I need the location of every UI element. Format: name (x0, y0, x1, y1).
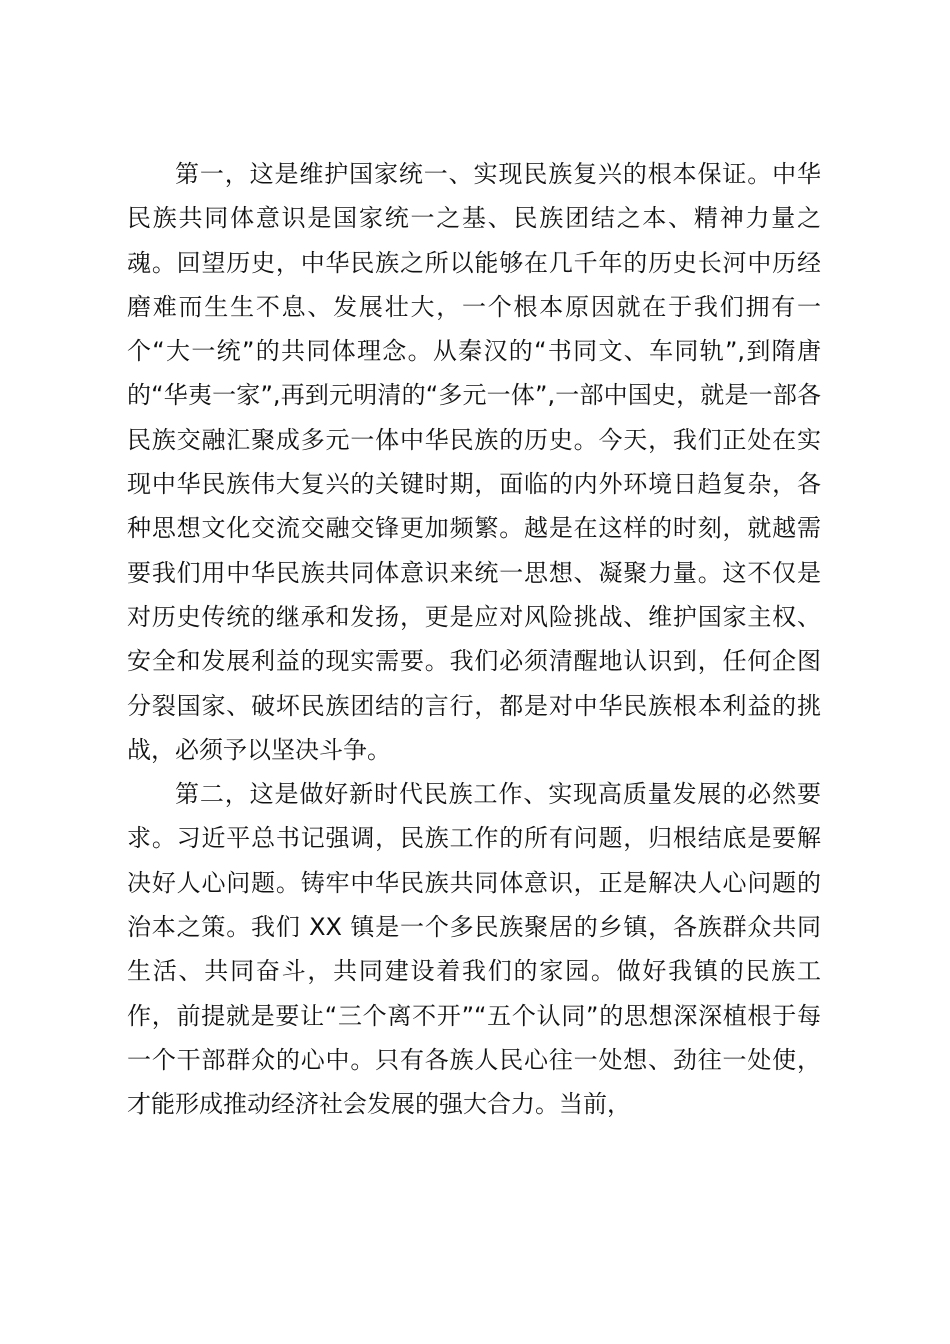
paragraph-second-point: 第二，这是做好新时代民族工作、实现高质量发展的必然要求。习近平总书记强调，民族工作的所有问题，归根结底是要解决好人心问题。铸牢中华民族共同体意识，正是解决人心问题的治本之策。我们 XX 镇是一个多民族聚居的乡镇，各族群众共同生活、共同奋斗，共同建设着我们的家园。做好我镇的民族工作，前提就是要让“三个离不开”“五个认同”的思想深深植根于每一个干部群众的心中。只有各族人民心往一处想、劲往一处使，才能形成推动经济社会发展的强大合力。当前， (127, 780, 821, 1119)
document-body (127, 152, 821, 1127)
paragraph-first-point: 第一，这是维护国家统一、实现民族复兴的根本保证。中华民族共同体意识是国家统一之基、民族团结之本、精神力量之魂。回望历史，中华民族之所以能够在几千年的历史长河中历经磨难而生生不息、发展壮大，一个根本原因就在于我们拥有一个“大一统”的共同体理念。从秦汉的“书同文、车同轨”,到隋唐的“华夷一家”,再到元明清的“多元一体”,一部中国史，就是一部各民族交融汇聚成多元一体中华民族的历史。今天，我们正处在实现中华民族伟大复兴的关键时期，面临的内外环境日趋复杂，各种思想文化交流交融交锋更加频繁。越是在这样的时刻，就越需要我们用中华民族共同体意识来统一思想、凝聚力量。这不仅是对历史传统的继承和发扬，更是应对风险挑战、维护国家主权、安全和发展利益的现实需要。我们必须清醒地认识到，任何企图分裂国家、破坏民族团结的言行，都是对中华民族根本利益的挑战，必须予以坚决斗争。 (127, 160, 821, 764)
